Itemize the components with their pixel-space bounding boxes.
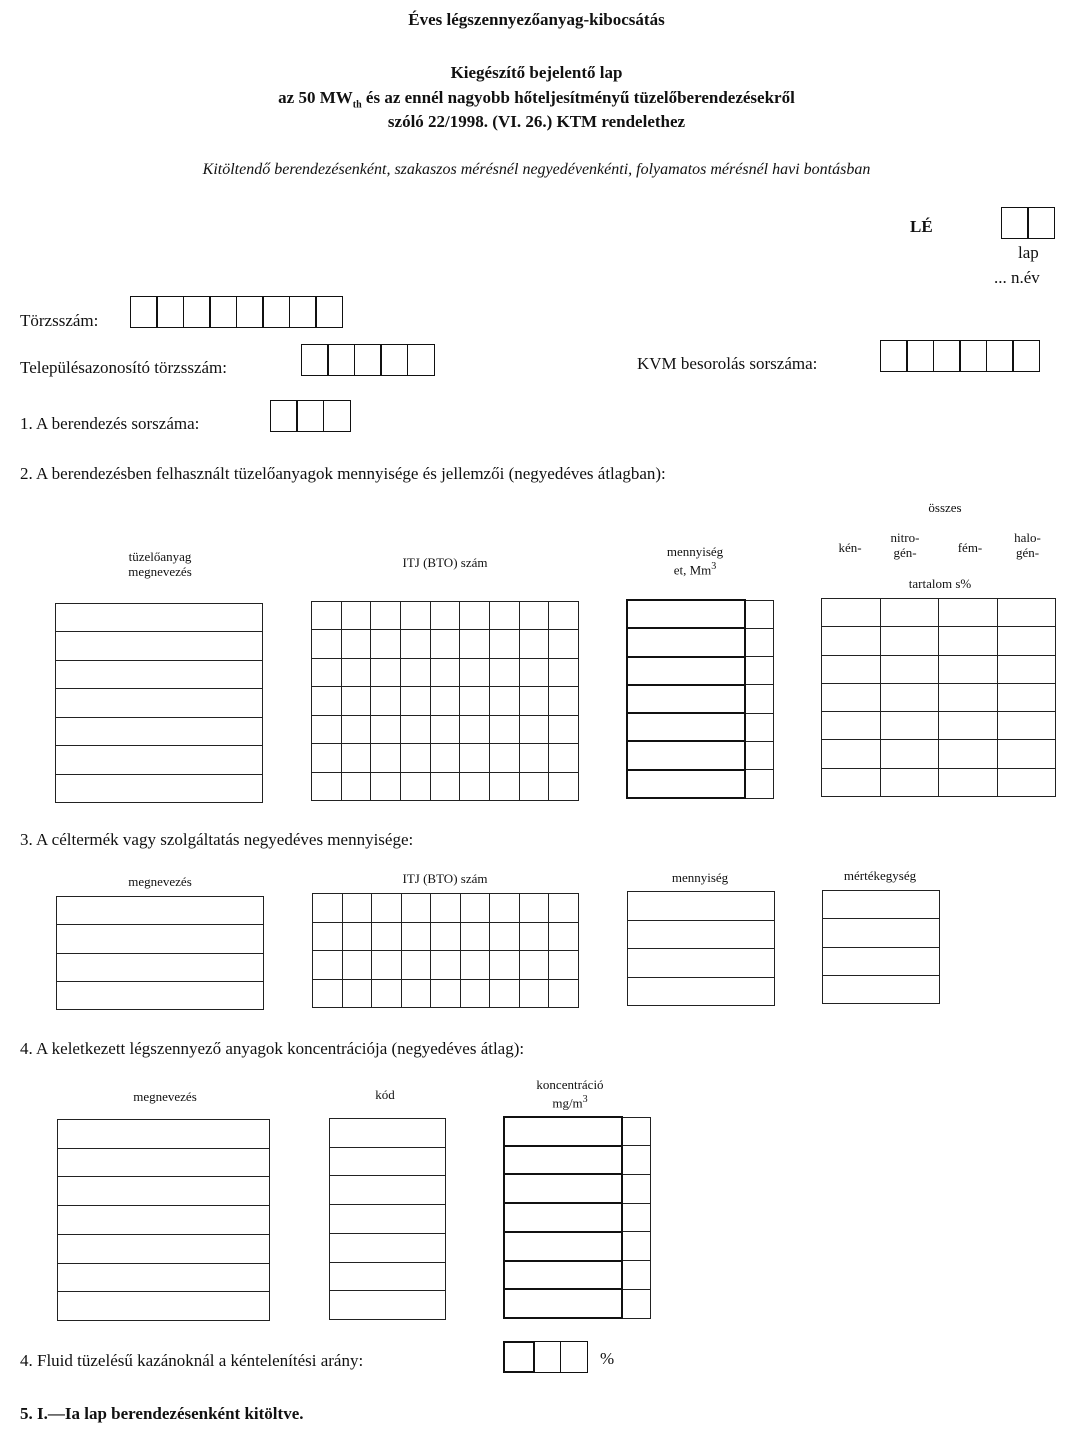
section-3-label: 3. A céltermék vagy szolgáltatás negyedéves mennyisége:	[20, 830, 414, 849]
s2-col-tartalom: tartalom s%	[908, 576, 972, 591]
s2-col-itj: ITJ (BTO) szám	[402, 555, 488, 570]
telepules-boxes[interactable]	[302, 344, 435, 376]
s3-col-itj: ITJ (BTO) szám	[402, 871, 488, 886]
s3-qty-grid[interactable]	[627, 891, 775, 1006]
s4-col-code: kód	[375, 1087, 395, 1102]
form-subtitle: Kiegészítő bejelentő lap	[450, 63, 623, 82]
s2-col-nitrogen: nitro- gén-	[890, 530, 920, 560]
s2-col-osszes: összes	[928, 500, 962, 515]
s3-col-unit: mértékegység	[843, 868, 917, 883]
s2-col-halogen: halo- gén-	[1014, 530, 1041, 560]
le-label: LÉ	[910, 217, 933, 236]
s4-col-name: megnevezés	[133, 1089, 197, 1104]
s2-fuel-name-grid[interactable]	[55, 603, 263, 803]
section-1-label: 1. A berendezés sorszáma:	[20, 414, 200, 433]
kentelenitesi-boxes[interactable]	[504, 1341, 588, 1373]
torzsszam-boxes[interactable]	[131, 296, 343, 328]
s3-col-qty: mennyiség	[671, 870, 729, 885]
form-title: Éves légszennyezőanyag-kibocsátás	[408, 10, 665, 29]
kvm-boxes[interactable]	[881, 340, 1040, 372]
kvm-label: KVM besorolás sorszáma:	[637, 354, 818, 373]
berendezes-sorszam-boxes[interactable]	[271, 400, 351, 432]
s3-unit-grid[interactable]	[822, 890, 940, 1004]
form-subtitle-line3: szóló 22/1998. (VI. 26.) KTM rendelethez	[387, 112, 686, 131]
s4-conc-grid[interactable]	[503, 1116, 651, 1319]
s3-col-name: megnevezés	[128, 874, 192, 889]
s3-itj-grid[interactable]	[312, 893, 579, 1008]
lap-label: lap	[1018, 243, 1039, 262]
telepules-label: Településazonosító törzsszám:	[20, 358, 227, 377]
instruction-text: Kitöltendő berendezésenként, szakaszos mérésnél negyedévenkénti, folyamatos mérésnél havi bontásban	[202, 161, 871, 178]
s3-name-grid[interactable]	[56, 896, 264, 1010]
s2-col-ken: kén-	[838, 540, 862, 555]
year-label: ... n.év	[994, 268, 1040, 287]
lap-boxes[interactable]	[1002, 207, 1055, 239]
s4-code-grid[interactable]	[329, 1118, 446, 1320]
form-subtitle-line2: az 50 $MW_{th}$ és az ennél nagyobb hőteljesítményű tüzelőberendezésekről	[278, 88, 795, 111]
s2-col-qty: mennyiség et, Mm$^3$	[666, 544, 724, 578]
s2-itj-grid[interactable]	[311, 601, 579, 801]
section-2-label: 2. A berendezésben felhasznált tüzelőanyagok mennyisége és jellemzői (negyedéves átlagban):	[20, 464, 666, 483]
s2-qty-grid[interactable]	[626, 599, 774, 799]
s4-col-conc: koncentráció $mg/m^3$	[536, 1077, 604, 1111]
s2-col-fuel-name: tüzelőanyag megnevezés	[128, 549, 192, 579]
section-5-label: 5. I.—Ia lap berendezésenként kitöltve.	[20, 1404, 304, 1423]
s2-col-fem: fém-	[957, 540, 983, 555]
s4-name-grid[interactable]	[57, 1119, 270, 1321]
percent-sign: %	[600, 1349, 615, 1368]
section-4-label: 4. A keletkezett légszennyező anyagok koncentrációja (negyedéves átlag):	[20, 1039, 525, 1058]
torzsszam-label: Törzsszám:	[20, 311, 99, 330]
s2-content-grid[interactable]	[821, 598, 1056, 797]
section-4b-label: 4. Fluid tüzelésű kazánoknál a kéntelenítési arány:	[20, 1351, 364, 1370]
